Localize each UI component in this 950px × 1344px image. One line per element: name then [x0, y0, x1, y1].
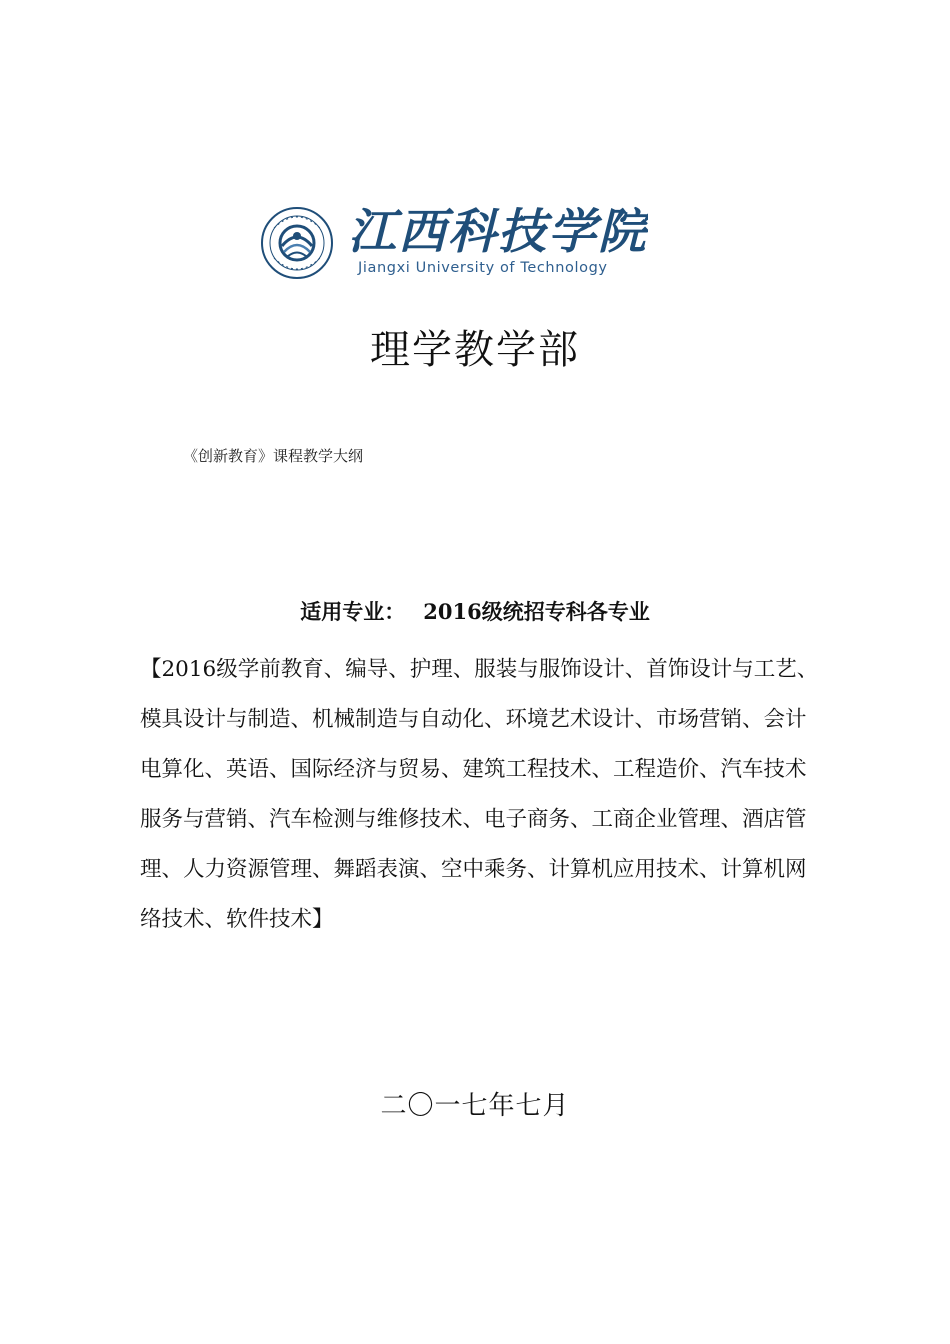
- department-title: 理学教学部: [370, 327, 580, 373]
- document-date: 二〇一七年七月: [380, 1091, 570, 1121]
- applicable-majors-heading: [0, 597, 950, 627]
- syllabus-title: 《创新教育》课程教学大纲: [183, 447, 364, 465]
- majors-list: 【2016级学前教育、编导、护理、服装与服饰设计、首饰设计与工艺、模具设计与制造、机械制造与自动化、环境艺术设计、市场营销、会计电算化、英语、国际经济与贸易、建筑工程技术、工程造价、汽车技术服务与营销、汽车检测与维修技术、电子商务、工商企业管理、酒店管理、人力资源管理、舞蹈表演、空中乘务、计算机应用技术、计算机网络技术、软件技术】: [140, 657, 819, 932]
- majors-label: 适用专业：: [300, 599, 406, 624]
- university-name-calligraphy: [348, 198, 648, 260]
- university-name-english: Jiangxi University of Technology: [358, 260, 608, 276]
- university-logo: [260, 198, 660, 286]
- university-seal-icon: [260, 206, 334, 280]
- svg-text:江西科技学院: 江西科技学院: [348, 204, 648, 260]
- majors-value: 2016级统招专科各专业: [423, 599, 650, 624]
